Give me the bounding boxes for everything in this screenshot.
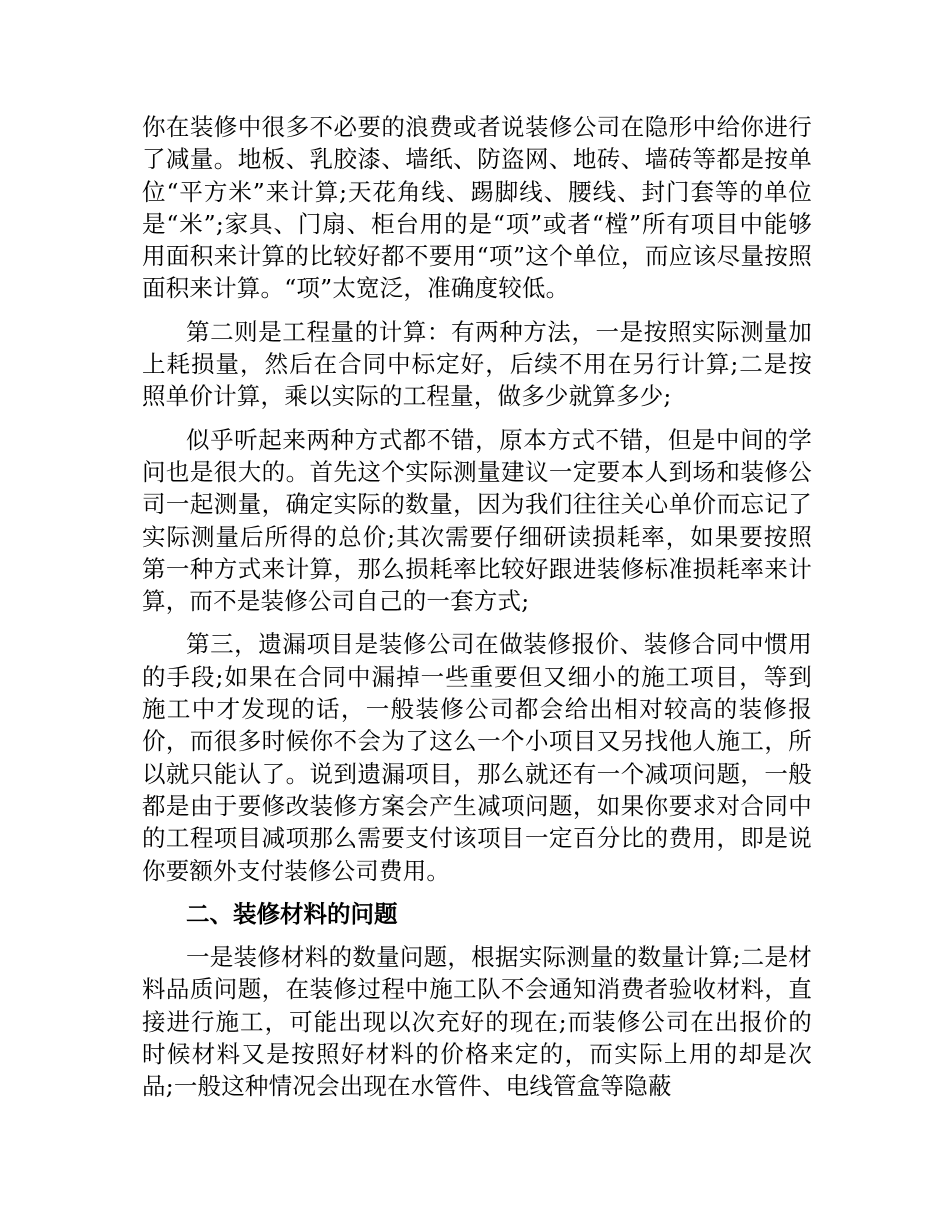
paragraph-material-issues: 一是装修材料的数量问题，根据实际测量的数量计算;二是材料品质问题，在装修过程中施工队不会通知消费者验收材料，直接进行施工，可能出现以次充好的现在;而装修公司在出报价的时候材料又是按照好材料的价格来定的，而实际上用的却是次品;一般这种情况会出现在水管件、电线管盒等隐蔽 (142, 943, 812, 1101)
document-page (142, 111, 812, 1103)
paragraph-quantity-calculation: 第二则是工程量的计算：有两种方法，一是按照实际测量加上耗损量，然后在合同中标定好，后续不用在另行计算;二是按照单价计算，乘以实际的工程量，做多少就算多少; (142, 317, 812, 411)
section-heading-materials: 二、装修材料的问题 (186, 899, 398, 928)
paragraph-continuation: 你在装修中很多不必要的浪费或者说装修公司在隐形中给你进行了减量。地板、乳胶漆、墙纸、防盗网、地砖、墙砖等都是按单位“平方米”来计算;天花角线、踢脚线、腰线、封门套等的单位是“米”;家具、门扇、柜台用的是“项”或者“樘”所有项目中能够用面积来计算的比较好都不要用“项”这个单位，而应该尽量按照面积来计算。“项”太宽泛，准确度较低。 (142, 113, 812, 303)
paragraph-omitted-items: 第三，遗漏项目是装修公司在做装修报价、装修合同中惯用的手段;如果在合同中漏掉一些重要但又细小的施工项目，等到施工中才发现的话，一般装修公司都会给出相对较高的装修报价，而很多时候你不会为了这么一个小项目又另找他人施工，所以就只能认了。说到遗漏项目，那么就还有一个减项问题，一般都是由于要修改装修方案会产生减项问题，如果你要求对合同中的工程项目减项那么需要支付该项目一定百分比的费用，即是说你要额外支付装修公司费用。 (142, 630, 812, 885)
paragraph-measurement-advice: 似乎听起来两种方式都不错，原本方式不错，但是中间的学问也是很大的。首先这个实际测量建议一定要本人到场和装修公司一起测量，确定实际的数量，因为我们往往关心单价而忘记了实际测量后所得的总价;其次需要仔细研读损耗率，如果要按照第一种方式来计算，那么损耗率比较好跟进装修标准损耗率来计算，而不是装修公司自己的一套方式; (142, 425, 812, 616)
